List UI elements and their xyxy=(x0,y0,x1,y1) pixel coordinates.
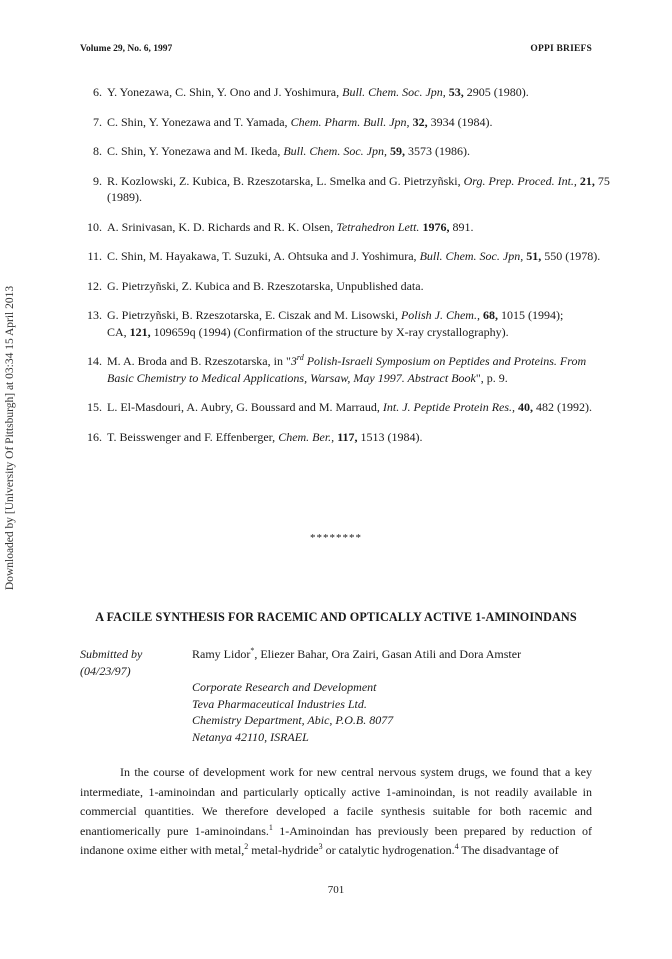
body-text: metal-hydride xyxy=(248,843,319,858)
submitted-label-block xyxy=(80,646,170,679)
reference-journal: Polish J. Chem., xyxy=(400,308,480,322)
reference-number: 15. xyxy=(87,400,102,414)
lead-author: Ramy Lidor xyxy=(192,647,251,661)
reference-pages: 891. xyxy=(452,219,474,234)
section-name: OPPI BRIEFS xyxy=(530,44,592,54)
reference-journal-prefix: 3 xyxy=(290,354,297,368)
reference-journal: Tetrahedron Lett. xyxy=(336,219,420,234)
reference-volume: 117, xyxy=(337,429,358,444)
submitted-date: (04/23/97) xyxy=(80,663,131,678)
corresponding-author-mark: * xyxy=(250,646,255,655)
reference-item xyxy=(80,278,610,295)
reference-number: 11. xyxy=(87,249,102,263)
reference-journal: Bull. Chem. Soc. Jpn, xyxy=(419,249,524,263)
reference-journal: Chem. Pharm. Bull. Jpn, xyxy=(290,114,410,129)
reference-item xyxy=(80,114,610,131)
body-text: The disadvantage of xyxy=(458,843,559,858)
author-list xyxy=(192,646,521,663)
reference-authors: C. Shin, Y. Yonezawa and T. Yamada, xyxy=(107,114,288,129)
reference-number: 13. xyxy=(87,308,102,322)
body-text: 1-Aminoindan has previously been prepared by reduction of indanone oxime either with metal, xyxy=(80,823,592,858)
reference-secondary-details: 109659q (1994) (Confirmation of the structure by X-ray crystallography). xyxy=(153,324,509,339)
reference-volume: 21, xyxy=(579,173,595,188)
reference-item xyxy=(80,248,610,265)
affiliation-line: Corporate Research and Development xyxy=(192,680,377,694)
reference-authors: C. Shin, Y. Yonezawa and M. Ikeda, xyxy=(107,144,281,158)
reference-pages: 2905 (1980). xyxy=(466,85,529,99)
volume-info: Volume 29, No. 6, 1997 xyxy=(80,44,173,54)
reference-number: 12. xyxy=(87,278,102,293)
reference-item xyxy=(80,399,610,416)
reference-journal: Bull. Chem. Soc. Jpn, xyxy=(283,144,387,158)
citation-mark: 4 xyxy=(454,842,459,852)
download-watermark xyxy=(3,228,17,648)
reference-number: 7. xyxy=(93,114,102,129)
reference-pages: 550 (1978). xyxy=(544,249,601,263)
article-title: A FACILE SYNTHESIS FOR RACEMIC AND OPTICALLY ACTIVE 1-AMINOINDANS xyxy=(95,610,577,624)
reference-volume: 40, xyxy=(518,400,534,414)
reference-item xyxy=(80,219,610,236)
reference-number: 10. xyxy=(87,219,102,234)
ordinal-superscript: rd xyxy=(296,353,304,362)
article-body xyxy=(80,763,592,861)
body-text: or catalytic hydrogenation. xyxy=(322,843,455,858)
reference-authors: C. Shin, M. Hayakawa, T. Suzuki, A. Ohtsuka and J. Yoshimura, xyxy=(107,249,417,263)
citation-mark: 3 xyxy=(318,842,323,852)
reference-authors: M. A. Broda and B. Rzeszotarska, in " xyxy=(107,354,291,368)
body-paragraph xyxy=(80,763,592,861)
reference-journal: Bull. Chem. Soc. Jpn, xyxy=(342,85,446,99)
reference-item xyxy=(80,429,610,446)
reference-number: 8. xyxy=(93,144,102,158)
reference-item xyxy=(80,353,610,386)
body-text: In the course of development work for new central nervous system drugs, we found that a key intermediate, 1-aminoindan and particularly optically active 1-aminoindan, is not readily available in commercial quantities. We therefore developed a facile synthesis suitable for both racemic and enantiomerically pure 1-aminoindans. xyxy=(80,765,592,838)
reference-number: 9. xyxy=(93,173,102,188)
reference-item xyxy=(80,84,610,101)
reference-journal: Chem. Ber., xyxy=(278,429,335,444)
reference-secondary-volume: 121, xyxy=(129,324,151,339)
affiliation-line: Netanya 42110, ISRAEL xyxy=(192,729,309,744)
reference-pages: ", p. 9. xyxy=(475,370,508,385)
citation-mark: 1 xyxy=(268,822,273,832)
watermark-text: Downloaded by [University Of Pittsburgh] at 03:34 15 April 2013 xyxy=(4,285,16,591)
reference-number: 14. xyxy=(87,354,102,368)
reference-pages: 1015 (1994); xyxy=(500,308,564,322)
reference-list xyxy=(80,84,610,458)
reference-item xyxy=(80,143,610,160)
reference-item xyxy=(80,173,610,206)
reference-journal: Org. Prep. Proced. Int., xyxy=(463,173,577,188)
reference-item xyxy=(80,307,610,340)
affiliation xyxy=(192,679,393,745)
citation-mark: 2 xyxy=(244,842,249,852)
reference-volume: 32, xyxy=(412,114,428,129)
reference-authors: R. Kozlowski, Z. Kubica, B. Rzeszotarska, L. Smelka and G. Pietrzyñski, xyxy=(107,173,461,188)
section-separator: ******** xyxy=(310,532,362,544)
reference-secondary-source: CA, xyxy=(107,324,127,339)
reference-pages: 3573 (1986). xyxy=(407,144,470,158)
reference-volume: 1976, xyxy=(422,219,450,234)
reference-pages: 3934 (1984). xyxy=(430,114,493,129)
reference-pages: 75 (1989). xyxy=(107,173,610,204)
reference-authors: G. Pietrzyñski, B. Rzeszotarska, E. Ciszak and M. Lisowski, xyxy=(107,308,398,322)
reference-journal: Polish-Israeli Symposium on Peptides and Proteins. From Basic Chemistry to Medical Applications, Warsaw, May 1997. Abstract Book xyxy=(107,354,587,385)
running-header xyxy=(80,44,592,58)
reference-pages: 1513 (1984). xyxy=(360,429,423,444)
reference-volume: 53, xyxy=(448,85,464,99)
reference-volume: 51, xyxy=(526,249,542,263)
reference-authors: Y. Yonezawa, C. Shin, Y. Ono and J. Yoshimura, xyxy=(107,85,340,99)
reference-number: 16. xyxy=(87,429,102,444)
co-authors: , Eliezer Bahar, Ora Zairi, Gasan Atili and Dora Amster xyxy=(254,647,522,661)
reference-number: 6. xyxy=(93,85,102,99)
reference-authors: L. El-Masdouri, A. Aubry, G. Boussard and M. Marraud, xyxy=(107,400,380,414)
reference-authors: T. Beisswenger and F. Effenberger, xyxy=(107,429,276,444)
reference-volume: 68, xyxy=(482,308,498,322)
page-number: 701 xyxy=(327,884,345,896)
reference-pages: 482 (1992). xyxy=(536,400,593,414)
affiliation-line: Chemistry Department, Abic, P.O.B. 8077 xyxy=(192,713,394,727)
affiliation-line: Teva Pharmaceutical Industries Ltd. xyxy=(192,696,367,711)
submitted-label: Submitted by xyxy=(80,647,143,661)
reference-volume: 59, xyxy=(389,144,405,158)
reference-authors: A. Srinivasan, K. D. Richards and R. K. Olsen, xyxy=(107,219,334,234)
reference-authors: G. Pietrzyñski, Z. Kubica and B. Rzeszotarska, Unpublished data. xyxy=(107,278,424,293)
reference-journal: Int. J. Peptide Protein Res., xyxy=(382,400,516,414)
